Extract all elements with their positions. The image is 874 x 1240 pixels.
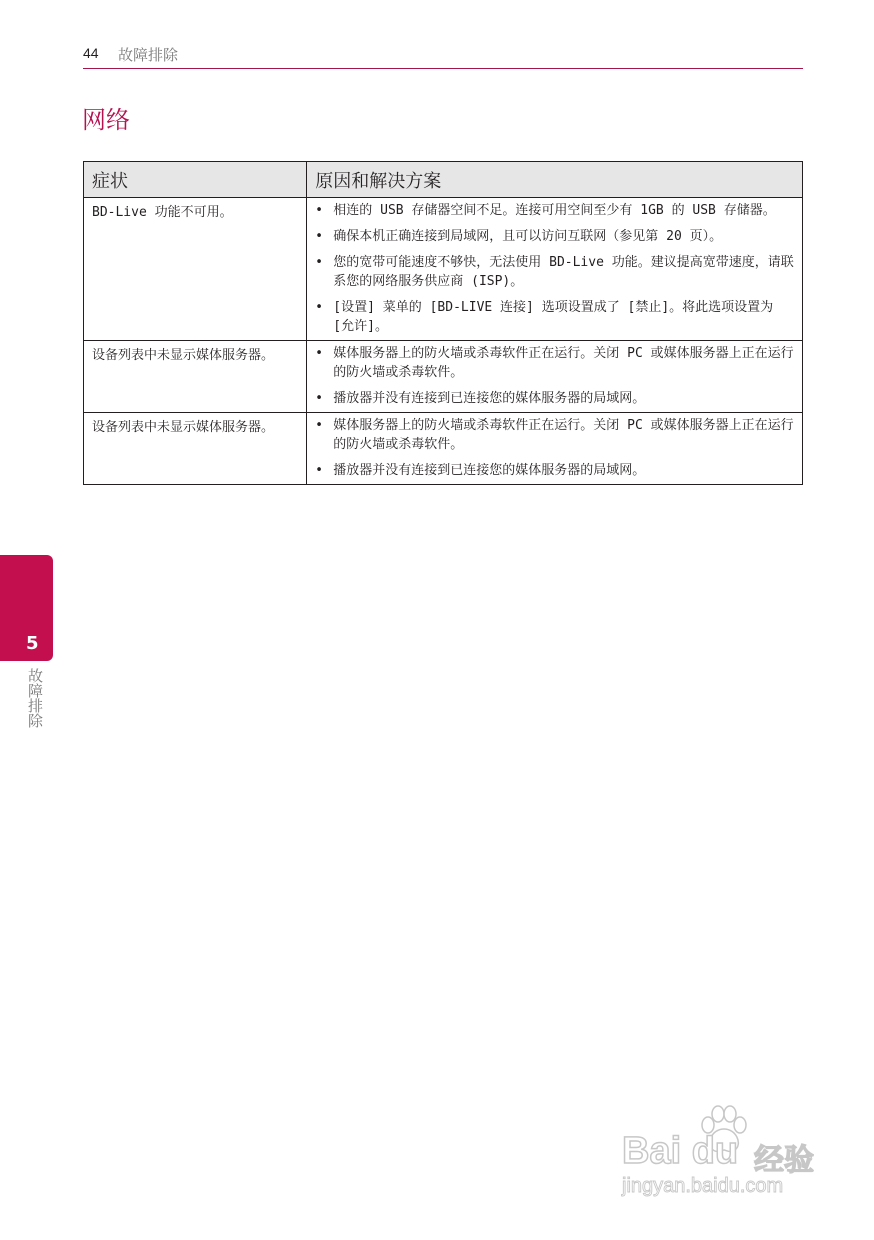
solution-item: [315, 201, 794, 220]
table-row: [84, 341, 803, 413]
solution-item: [315, 416, 794, 454]
solution-text: 媒体服务器上的防火墙或杀毒软件正在运行。关闭 PC 或媒体服务器上正在运行的防火墙或杀毒软件。: [333, 346, 794, 380]
chapter-side-label: 故障排除: [26, 668, 44, 728]
solution-text: 确保本机正确连接到局域网，且可以访问互联网（参见第 20 页）。: [333, 229, 723, 244]
solution-cell: [307, 413, 803, 485]
solution-cell: [307, 198, 803, 341]
solution-item: [315, 344, 794, 382]
table-row: [84, 198, 803, 341]
table-row: [84, 413, 803, 485]
page-header: [83, 42, 803, 69]
solution-text: 您的宽带可能速度不够快，无法使用 BD-Live 功能。建议提高宽带速度，请联系您的网络服务供应商 (ISP)。: [333, 255, 794, 289]
bullet-icon: •: [315, 300, 323, 315]
solution-list: [315, 344, 794, 408]
table-header-row: [84, 162, 803, 198]
watermark-brand-cn: 经验: [754, 1143, 814, 1178]
solution-cell: [307, 341, 803, 413]
solution-item: [315, 389, 794, 408]
section-title: 网络: [82, 106, 130, 134]
symptom-column-header: 症状: [84, 162, 307, 198]
solution-item: [315, 298, 794, 336]
bullet-icon: •: [315, 391, 323, 406]
symptom-cell: BD-Live 功能不可用。: [84, 198, 307, 341]
solution-column-header: 原因和解决方案: [307, 162, 803, 198]
bullet-icon: •: [315, 203, 323, 218]
symptom-cell: 设备列表中未显示媒体服务器。: [84, 413, 307, 485]
solution-item: [315, 461, 794, 480]
solution-list: [315, 416, 794, 480]
chapter-title: 故障排除: [118, 46, 179, 64]
bullet-icon: •: [315, 418, 323, 433]
bullet-icon: •: [315, 229, 323, 244]
watermark-url: jingyan.baidu.com: [622, 1175, 784, 1197]
solution-text: 播放器并没有连接到已连接您的媒体服务器的局域网。: [333, 463, 646, 478]
solution-text: 播放器并没有连接到已连接您的媒体服务器的局域网。: [333, 391, 646, 406]
solution-item: [315, 227, 794, 246]
solution-text: 相连的 USB 存储器空间不足。连接可用空间至少有 1GB 的 USB 存储器。: [333, 203, 776, 218]
solution-text: 媒体服务器上的防火墙或杀毒软件正在运行。关闭 PC 或媒体服务器上正在运行的防火墙或杀毒软件。: [333, 418, 794, 452]
bullet-icon: •: [315, 463, 323, 478]
chapter-number: 5: [26, 633, 39, 654]
troubleshooting-table: [83, 161, 803, 485]
symptom-cell: 设备列表中未显示媒体服务器。: [84, 341, 307, 413]
watermark-brand: Bai du: [622, 1130, 739, 1172]
solution-item: [315, 253, 794, 291]
solution-list: [315, 201, 794, 336]
baidu-watermark: [616, 1105, 826, 1205]
bullet-icon: •: [315, 255, 323, 270]
solution-text: [设置] 菜单的 [BD-LIVE 连接] 选项设置成了 [禁止]。将此选项设置为 [允许]。: [333, 300, 774, 334]
page-number: 44: [83, 45, 99, 61]
bullet-icon: •: [315, 346, 323, 361]
